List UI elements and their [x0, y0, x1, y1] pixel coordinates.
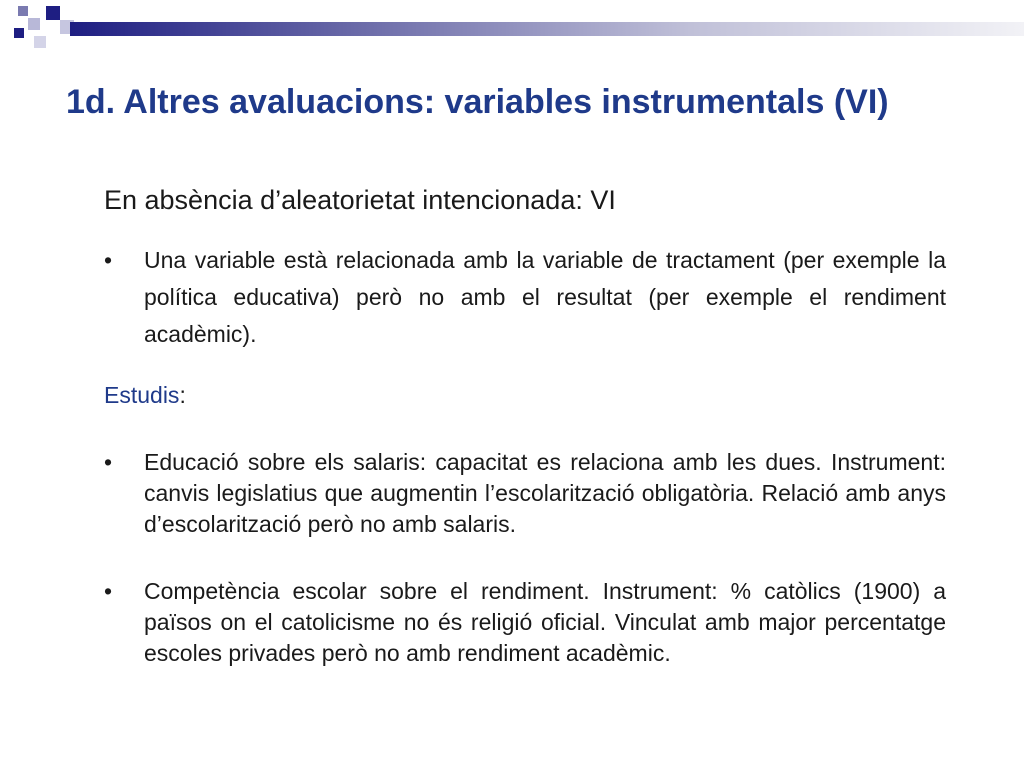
study-bullet-item [104, 447, 946, 540]
intro-bullet-item [104, 242, 946, 353]
study-bullet-text: Educació sobre els salaris: capacitat es relaciona amb les dues. Instrument: canvis legislatius que augmentin l’escolarització obligatòria. Relació amb anys d’escolarització però no amb salaris. [144, 449, 946, 537]
study-bullet-text: Competència escolar sobre el rendiment. Instrument: % catòlics (1900) a països on el catolicisme no és religió oficial. Vinculat amb major percentatge escoles privades però no amb rendiment acadèmic. [144, 578, 946, 666]
slide-title: 1d. Altres avaluacions: variables instrumentals (VI) [66, 83, 889, 121]
header-gradient-bar [70, 22, 1024, 36]
decorative-square [46, 6, 60, 20]
studies-colon: : [179, 382, 186, 408]
decorative-square [14, 28, 24, 38]
intro-bullet-text: Una variable està relacionada amb la variable de tractament (per exemple la política educativa) però no amb el resultat (per exemple el rendiment acadèmic). [144, 247, 946, 347]
studies-heading [104, 379, 946, 411]
study-bullet-item [104, 576, 946, 669]
studies-label: Estudis [104, 382, 180, 408]
bullet-icon: • [104, 449, 113, 475]
decorative-square [28, 18, 40, 30]
decorative-square [34, 36, 46, 48]
bullet-icon: • [104, 247, 113, 273]
section-subtitle: En absència d’aleatorietat intencionada: VI [104, 185, 616, 215]
decorative-square [18, 6, 28, 16]
slide-body [104, 180, 946, 669]
bullet-icon: • [104, 578, 113, 604]
